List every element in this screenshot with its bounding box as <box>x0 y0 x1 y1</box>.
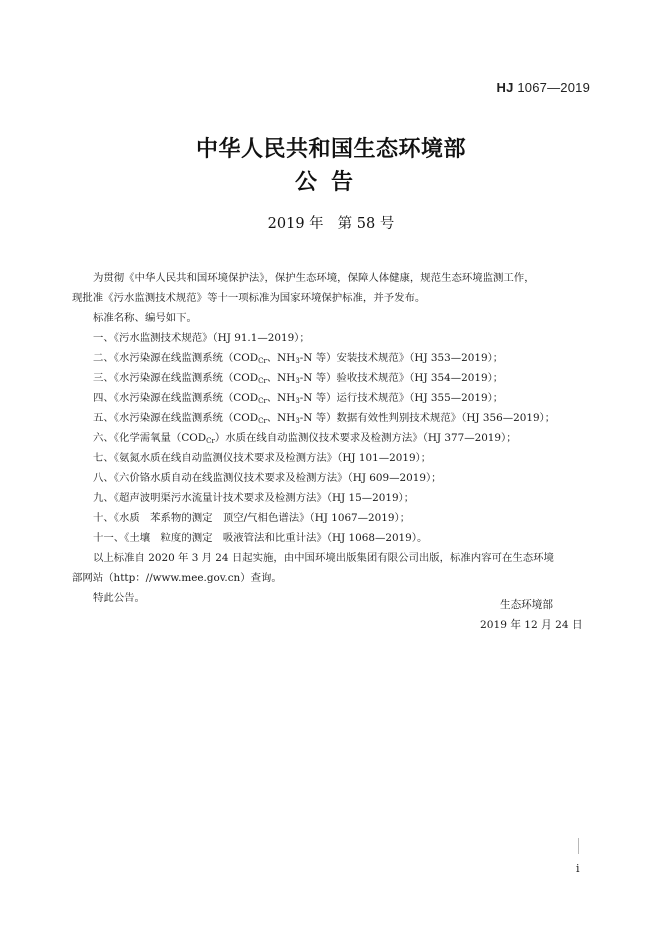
ministry-title: 中华人民共和国生态环境部 <box>195 137 466 162</box>
standards-list <box>72 328 592 548</box>
list-item: 十一、《土壤 粒度的测定 吸液管法和比重计法》（HJ 1068—2019）。 <box>93 532 428 544</box>
standard-code <box>497 80 590 95</box>
list-item: 七、《氨氮水质在线自动监测仪技术要求及检测方法》（HJ 101—2019）； <box>93 452 432 464</box>
page-number: i <box>576 862 580 875</box>
list-item: 九、《超声波明渠污水流量计技术要求及检测方法》（HJ 15—2019）； <box>93 492 415 504</box>
list-item: 一、《污水监测技术规范》（HJ 91.1—2019）； <box>93 332 310 344</box>
announcement-heading: 公告 <box>294 170 367 195</box>
signature-date: 2019 年 12 月 24 日 <box>480 619 583 631</box>
closing-line-3: 特此公告。 <box>93 592 145 604</box>
list-item: 三、《水污染源在线监测系统（$COD_{Cr}$、$NH_3-N$ 等）验收技术规范》（HJ 354—2019）； <box>93 372 504 385</box>
signature-organization: 生态环境部 <box>500 599 553 611</box>
list-item: 十、《水质 苯系物的测定 顶空/气相色谱法》（HJ 1067—2019）； <box>93 512 411 524</box>
issue-year: 2019 年 <box>267 216 324 232</box>
issue-number: 第 58 号 <box>337 216 395 232</box>
list-item: 六、《化学需氧量$(COD_{Cr})$水质在线自动监测仪技术要求及检测方法》（HJ 377—2019）； <box>93 432 517 445</box>
announcement-body <box>72 268 592 608</box>
closing-line-2: 部网站（http：//www.mee.gov.cn）查询。 <box>72 572 282 584</box>
list-item: 二、《水污染源在线监测系统（$COD_{Cr}$、$NH_3-N$ 等）安装技术规范》（HJ 353—2019）； <box>93 352 504 365</box>
list-item: 五、《水污染源在线监测系统（$COD_{Cr}$、$NH_3-N$ 等）数据有效性判别技术规范》（HJ 356—2019）； <box>93 412 556 425</box>
standard-number: 1067—2019 <box>517 80 590 95</box>
intro-line-2: 现批准《污水监测技术规范》等十一项标准为国家环境保护标准，并予发布。 <box>72 292 426 304</box>
closing-line-1: 以上标准自 2020 年 3 月 24 日起实施，由中国环境出版集团有限公司出版，标准内容可在生态环境 <box>93 552 554 564</box>
list-item: 四、《水污染源在线监测系统（$COD_{Cr}$、$NH_3-N$ 等）运行技术规范》（HJ 355—2019）； <box>93 392 504 405</box>
scan-mark <box>578 838 579 854</box>
list-item: 八、《六价铬水质自动在线监测仪技术要求及检测方法》（HJ 609—2019）； <box>93 472 442 484</box>
intro-line-1: 为贯彻《中华人民共和国环境保护法》，保护生态环境，保障人体健康，规范生态环境监测工作， <box>93 272 535 284</box>
issue-line <box>0 212 662 233</box>
intro-line-3: 标准名称、编号如下。 <box>93 312 197 324</box>
standard-prefix: HJ <box>496 80 514 95</box>
